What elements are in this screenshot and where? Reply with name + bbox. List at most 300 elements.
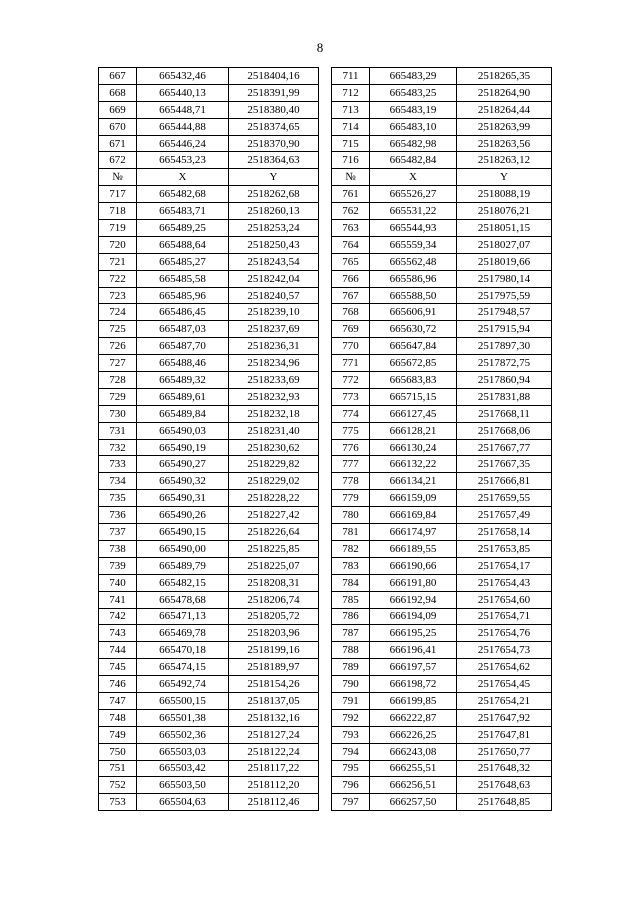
x-coordinate-cell: 666132,22 [370, 456, 457, 473]
y-coordinate-cell: 2518263,12 [457, 152, 552, 169]
number-header: № [332, 169, 370, 186]
y-coordinate-cell: 2517654,43 [457, 574, 552, 591]
column-gap [319, 473, 332, 490]
y-coordinate-cell: 2518206,74 [229, 591, 319, 608]
point-number-cell: 768 [332, 304, 370, 321]
y-coordinate-cell: 2518234,96 [229, 355, 319, 372]
table-row [99, 642, 552, 659]
point-number-cell: 745 [99, 659, 137, 676]
column-gap [319, 405, 332, 422]
y-coordinate-cell: 2518374,65 [229, 118, 319, 135]
point-number-cell: 795 [332, 760, 370, 777]
point-number-cell: 711 [332, 68, 370, 85]
y-coordinate-cell: 2518137,05 [229, 692, 319, 709]
table-row [99, 355, 552, 372]
table-row [99, 743, 552, 760]
point-number-cell: 777 [332, 456, 370, 473]
x-coordinate-cell: 665474,15 [137, 659, 229, 676]
column-gap [319, 152, 332, 169]
y-coordinate-cell: 2518225,85 [229, 540, 319, 557]
point-number-cell: 764 [332, 236, 370, 253]
point-number-cell: 783 [332, 557, 370, 574]
column-gap [319, 625, 332, 642]
y-coordinate-cell: 2518154,26 [229, 676, 319, 693]
column-gap [319, 220, 332, 237]
y-coordinate-cell: 2517860,94 [457, 372, 552, 389]
column-gap [319, 456, 332, 473]
point-number-cell: 712 [332, 84, 370, 101]
x-coordinate-cell: 666256,51 [370, 777, 457, 794]
y-coordinate-cell: 2518231,40 [229, 422, 319, 439]
x-coordinate-cell: 665470,18 [137, 642, 229, 659]
y-coordinate-cell: 2517654,71 [457, 608, 552, 625]
y-coordinate-cell: 2517666,81 [457, 473, 552, 490]
y-coordinate-cell: 2518199,16 [229, 642, 319, 659]
table-row [99, 760, 552, 777]
column-gap [319, 760, 332, 777]
point-number-cell: 729 [99, 388, 137, 405]
x-coordinate-cell: 666130,24 [370, 439, 457, 456]
column-gap [319, 304, 332, 321]
number-header: № [99, 169, 137, 186]
y-coordinate-cell: 2518253,24 [229, 220, 319, 237]
point-number-cell: 721 [99, 253, 137, 270]
point-number-cell: 671 [99, 135, 137, 152]
column-gap [319, 507, 332, 524]
x-coordinate-cell: 665482,84 [370, 152, 457, 169]
x-coordinate-cell: 665559,34 [370, 236, 457, 253]
y-coordinate-cell: 2517948,57 [457, 304, 552, 321]
x-coordinate-cell: 665448,71 [137, 101, 229, 118]
y-coordinate-cell: 2518132,16 [229, 709, 319, 726]
table-row [99, 101, 552, 118]
x-coordinate-cell: 665490,26 [137, 507, 229, 524]
x-coordinate-cell: 665502,36 [137, 726, 229, 743]
y-coordinate-cell: 2518380,40 [229, 101, 319, 118]
point-number-cell: 669 [99, 101, 137, 118]
table-row [99, 338, 552, 355]
x-coordinate-cell: 665489,84 [137, 405, 229, 422]
table-row [99, 439, 552, 456]
point-number-cell: 723 [99, 287, 137, 304]
x-coordinate-cell: 665588,50 [370, 287, 457, 304]
x-coordinate-cell: 666159,09 [370, 490, 457, 507]
table-row [99, 676, 552, 693]
point-number-cell: 742 [99, 608, 137, 625]
y-coordinate-cell: 2517831,88 [457, 388, 552, 405]
x-coordinate-cell: 665500,15 [137, 692, 229, 709]
y-coordinate-cell: 2518250,43 [229, 236, 319, 253]
column-gap [319, 692, 332, 709]
x-coordinate-cell: 665489,61 [137, 388, 229, 405]
point-number-cell: 766 [332, 270, 370, 287]
x-coordinate-cell: 665490,03 [137, 422, 229, 439]
y-coordinate-cell: 2518260,13 [229, 203, 319, 220]
point-number-cell: 751 [99, 760, 137, 777]
y-coordinate-cell: 2517668,06 [457, 422, 552, 439]
point-number-cell: 770 [332, 338, 370, 355]
column-gap [319, 709, 332, 726]
x-coordinate-cell: 665489,32 [137, 372, 229, 389]
y-coordinate-cell: 2517654,62 [457, 659, 552, 676]
x-coordinate-cell: 666243,08 [370, 743, 457, 760]
table-row [99, 777, 552, 794]
y-coordinate-cell: 2518189,97 [229, 659, 319, 676]
point-number-cell: 780 [332, 507, 370, 524]
point-number-cell: 776 [332, 439, 370, 456]
y-coordinate-cell: 2518230,62 [229, 439, 319, 456]
y-coordinate-cell: 2517658,14 [457, 524, 552, 541]
column-gap [319, 591, 332, 608]
point-number-cell: 791 [332, 692, 370, 709]
point-number-cell: 796 [332, 777, 370, 794]
point-number-cell: 771 [332, 355, 370, 372]
coordinates-table [98, 67, 552, 811]
table-row [99, 203, 552, 220]
column-gap [319, 84, 332, 101]
point-number-cell: 781 [332, 524, 370, 541]
point-number-cell: 741 [99, 591, 137, 608]
point-number-cell: 717 [99, 186, 137, 203]
table-row [99, 287, 552, 304]
x-coordinate-cell: 665683,83 [370, 372, 457, 389]
x-coordinate-cell: 665432,46 [137, 68, 229, 85]
y-coordinate-cell: 2518225,07 [229, 557, 319, 574]
table-row [99, 84, 552, 101]
table-row [99, 490, 552, 507]
x-coordinate-cell: 665504,63 [137, 794, 229, 811]
y-coordinate-cell: 2517648,63 [457, 777, 552, 794]
x-coordinate-cell: 665482,68 [137, 186, 229, 203]
table-row [99, 692, 552, 709]
x-coordinate-cell: 665485,27 [137, 253, 229, 270]
column-gap [319, 608, 332, 625]
point-number-cell: 735 [99, 490, 137, 507]
y-coordinate-cell: 2518227,42 [229, 507, 319, 524]
column-gap [319, 388, 332, 405]
x-coordinate-cell: 665503,42 [137, 760, 229, 777]
x-coordinate-cell: 665503,03 [137, 743, 229, 760]
point-number-cell: 713 [332, 101, 370, 118]
x-coordinate-cell: 666198,72 [370, 676, 457, 693]
x-coordinate-cell: 665440,13 [137, 84, 229, 101]
point-number-cell: 736 [99, 507, 137, 524]
point-number-cell: 797 [332, 794, 370, 811]
column-gap [319, 338, 332, 355]
y-coordinate-cell: 2517915,94 [457, 321, 552, 338]
y-coordinate-cell: 2518265,35 [457, 68, 552, 85]
x-coordinate-cell: 665487,03 [137, 321, 229, 338]
y-coordinate-cell: 2518051,15 [457, 220, 552, 237]
point-number-cell: 762 [332, 203, 370, 220]
page-number: 8 [316, 40, 324, 55]
point-number-cell: 784 [332, 574, 370, 591]
y-coordinate-cell: 2517653,85 [457, 540, 552, 557]
column-gap [319, 676, 332, 693]
x-coordinate-cell: 666194,09 [370, 608, 457, 625]
table-row [99, 321, 552, 338]
point-number-cell: 670 [99, 118, 137, 135]
x-coordinate-cell: 666191,80 [370, 574, 457, 591]
point-number-cell: 743 [99, 625, 137, 642]
point-number-cell: 774 [332, 405, 370, 422]
point-number-cell: 738 [99, 540, 137, 557]
point-number-cell: 746 [99, 676, 137, 693]
y-coordinate-cell: 2517980,14 [457, 270, 552, 287]
x-coordinate-cell: 665544,93 [370, 220, 457, 237]
table-row [99, 118, 552, 135]
x-coordinate-cell: 665444,88 [137, 118, 229, 135]
x-coordinate-cell: 665483,19 [370, 101, 457, 118]
x-coordinate-cell: 665482,98 [370, 135, 457, 152]
column-gap [319, 270, 332, 287]
y-coordinate-cell: 2518226,64 [229, 524, 319, 541]
y-coordinate-cell: 2517668,11 [457, 405, 552, 422]
table-row [99, 186, 552, 203]
x-coordinate-cell: 665483,71 [137, 203, 229, 220]
point-number-cell: 726 [99, 338, 137, 355]
x-coordinate-cell: 665606,91 [370, 304, 457, 321]
y-coordinate-cell: 2518205,72 [229, 608, 319, 625]
column-gap [319, 135, 332, 152]
x-coordinate-cell: 665488,46 [137, 355, 229, 372]
y-coordinate-cell: 2517648,32 [457, 760, 552, 777]
table-row [99, 220, 552, 237]
y-coordinate-cell: 2517647,92 [457, 709, 552, 726]
column-gap [319, 321, 332, 338]
table-row [99, 270, 552, 287]
y-coordinate-cell: 2518228,22 [229, 490, 319, 507]
table-row [99, 405, 552, 422]
table-header-row [99, 169, 552, 186]
x-coordinate-cell: 665492,74 [137, 676, 229, 693]
point-number-cell: 739 [99, 557, 137, 574]
x-coordinate-cell: 665483,10 [370, 118, 457, 135]
column-gap [319, 524, 332, 541]
y-coordinate-cell: 2518370,90 [229, 135, 319, 152]
x-coordinate-cell: 666189,55 [370, 540, 457, 557]
x-coordinate-cell: 666169,84 [370, 507, 457, 524]
y-coordinate-cell: 2518236,31 [229, 338, 319, 355]
y-coordinate-cell: 2517659,55 [457, 490, 552, 507]
x-coordinate-cell: 666128,21 [370, 422, 457, 439]
x-coordinate-cell: 665490,31 [137, 490, 229, 507]
point-number-cell: 718 [99, 203, 137, 220]
point-number-cell: 765 [332, 253, 370, 270]
point-number-cell: 715 [332, 135, 370, 152]
table-row [99, 794, 552, 811]
x-coordinate-cell: 665482,15 [137, 574, 229, 591]
x-coordinate-cell: 665453,23 [137, 152, 229, 169]
x-coordinate-cell: 665526,27 [370, 186, 457, 203]
point-number-cell: 720 [99, 236, 137, 253]
x-coordinate-cell: 665503,50 [137, 777, 229, 794]
y-coordinate-cell: 2517654,45 [457, 676, 552, 693]
y-coordinate-cell: 2518264,44 [457, 101, 552, 118]
point-number-cell: 785 [332, 591, 370, 608]
y-coordinate-cell: 2518117,22 [229, 760, 319, 777]
point-number-cell: 753 [99, 794, 137, 811]
table-row [99, 473, 552, 490]
x-coordinate-cell: 666196,41 [370, 642, 457, 659]
point-number-cell: 732 [99, 439, 137, 456]
point-number-cell: 730 [99, 405, 137, 422]
point-number-cell: 788 [332, 642, 370, 659]
point-number-cell: 668 [99, 84, 137, 101]
point-number-cell: 748 [99, 709, 137, 726]
x-header: X [137, 169, 229, 186]
point-number-cell: 727 [99, 355, 137, 372]
point-number-cell: 728 [99, 372, 137, 389]
y-coordinate-cell: 2518243,54 [229, 253, 319, 270]
table-row [99, 625, 552, 642]
y-coordinate-cell: 2518239,10 [229, 304, 319, 321]
column-gap [319, 203, 332, 220]
point-number-cell: 740 [99, 574, 137, 591]
x-coordinate-cell: 665490,19 [137, 439, 229, 456]
point-number-cell: 744 [99, 642, 137, 659]
point-number-cell: 794 [332, 743, 370, 760]
column-gap [319, 557, 332, 574]
point-number-cell: 734 [99, 473, 137, 490]
x-coordinate-cell: 665489,25 [137, 220, 229, 237]
x-coordinate-cell: 665446,24 [137, 135, 229, 152]
x-coordinate-cell: 666199,85 [370, 692, 457, 709]
x-coordinate-cell: 665490,15 [137, 524, 229, 541]
table-row [99, 135, 552, 152]
y-coordinate-cell: 2518027,07 [457, 236, 552, 253]
point-number-cell: 731 [99, 422, 137, 439]
table-row [99, 608, 552, 625]
x-coordinate-cell: 666226,25 [370, 726, 457, 743]
column-gap [319, 372, 332, 389]
point-number-cell: 786 [332, 608, 370, 625]
y-coordinate-cell: 2517897,30 [457, 338, 552, 355]
table-row [99, 726, 552, 743]
column-gap [319, 118, 332, 135]
column-gap [319, 236, 332, 253]
y-coordinate-cell: 2518364,63 [229, 152, 319, 169]
x-coordinate-cell: 665490,27 [137, 456, 229, 473]
table-row [99, 659, 552, 676]
x-coordinate-cell: 665672,85 [370, 355, 457, 372]
column-gap [319, 777, 332, 794]
point-number-cell: 725 [99, 321, 137, 338]
x-coordinate-cell: 665501,38 [137, 709, 229, 726]
y-coordinate-cell: 2518240,57 [229, 287, 319, 304]
y-coordinate-cell: 2518112,20 [229, 777, 319, 794]
point-number-cell: 772 [332, 372, 370, 389]
point-number-cell: 763 [332, 220, 370, 237]
y-coordinate-cell: 2517654,60 [457, 591, 552, 608]
y-coordinate-cell: 2518233,69 [229, 372, 319, 389]
table-row [99, 524, 552, 541]
column-gap [319, 794, 332, 811]
x-coordinate-cell: 665489,79 [137, 557, 229, 574]
point-number-cell: 749 [99, 726, 137, 743]
y-coordinate-cell: 2518404,16 [229, 68, 319, 85]
y-coordinate-cell: 2518263,56 [457, 135, 552, 152]
x-coordinate-cell: 665483,25 [370, 84, 457, 101]
point-number-cell: 737 [99, 524, 137, 541]
y-coordinate-cell: 2518088,19 [457, 186, 552, 203]
point-number-cell: 789 [332, 659, 370, 676]
point-number-cell: 779 [332, 490, 370, 507]
x-coordinate-cell: 666195,25 [370, 625, 457, 642]
x-coordinate-cell: 665647,84 [370, 338, 457, 355]
column-gap [319, 659, 332, 676]
y-coordinate-cell: 2518203,96 [229, 625, 319, 642]
point-number-cell: 672 [99, 152, 137, 169]
column-gap [319, 642, 332, 659]
table-row [99, 236, 552, 253]
x-coordinate-cell: 665630,72 [370, 321, 457, 338]
point-number-cell: 747 [99, 692, 137, 709]
y-coordinate-cell: 2517654,17 [457, 557, 552, 574]
table-row [99, 422, 552, 439]
point-number-cell: 761 [332, 186, 370, 203]
x-coordinate-cell: 665562,48 [370, 253, 457, 270]
x-coordinate-cell: 666257,50 [370, 794, 457, 811]
x-coordinate-cell: 665490,32 [137, 473, 229, 490]
x-coordinate-cell: 665486,45 [137, 304, 229, 321]
x-coordinate-cell: 666134,21 [370, 473, 457, 490]
x-coordinate-cell: 665485,96 [137, 287, 229, 304]
x-coordinate-cell: 666174,97 [370, 524, 457, 541]
point-number-cell: 714 [332, 118, 370, 135]
column-gap [319, 439, 332, 456]
x-coordinate-cell: 666255,51 [370, 760, 457, 777]
column-gap [319, 540, 332, 557]
x-coordinate-cell: 666127,45 [370, 405, 457, 422]
point-number-cell: 769 [332, 321, 370, 338]
point-number-cell: 787 [332, 625, 370, 642]
y-coordinate-cell: 2518127,24 [229, 726, 319, 743]
x-coordinate-cell: 665487,70 [137, 338, 229, 355]
y-coordinate-cell: 2518391,99 [229, 84, 319, 101]
y-coordinate-cell: 2518242,04 [229, 270, 319, 287]
x-coordinate-cell: 665531,22 [370, 203, 457, 220]
column-gap [319, 422, 332, 439]
y-coordinate-cell: 2518112,46 [229, 794, 319, 811]
table-row [99, 253, 552, 270]
y-coordinate-cell: 2517654,21 [457, 692, 552, 709]
table-row [99, 456, 552, 473]
y-coordinate-cell: 2518208,31 [229, 574, 319, 591]
table-row [99, 304, 552, 321]
table-row [99, 540, 552, 557]
y-coordinate-cell: 2518237,69 [229, 321, 319, 338]
y-coordinate-cell: 2518264,90 [457, 84, 552, 101]
column-gap [319, 186, 332, 203]
y-header: Y [229, 169, 319, 186]
y-header: Y [457, 169, 552, 186]
point-number-cell: 778 [332, 473, 370, 490]
point-number-cell: 790 [332, 676, 370, 693]
column-gap [319, 743, 332, 760]
point-number-cell: 667 [99, 68, 137, 85]
column-gap [319, 574, 332, 591]
table-row [99, 557, 552, 574]
column-gap [319, 68, 332, 85]
point-number-cell: 773 [332, 388, 370, 405]
x-coordinate-cell: 665485,58 [137, 270, 229, 287]
y-coordinate-cell: 2518229,02 [229, 473, 319, 490]
x-coordinate-cell: 666222,87 [370, 709, 457, 726]
table-row [99, 388, 552, 405]
point-number-cell: 752 [99, 777, 137, 794]
y-coordinate-cell: 2518122,24 [229, 743, 319, 760]
